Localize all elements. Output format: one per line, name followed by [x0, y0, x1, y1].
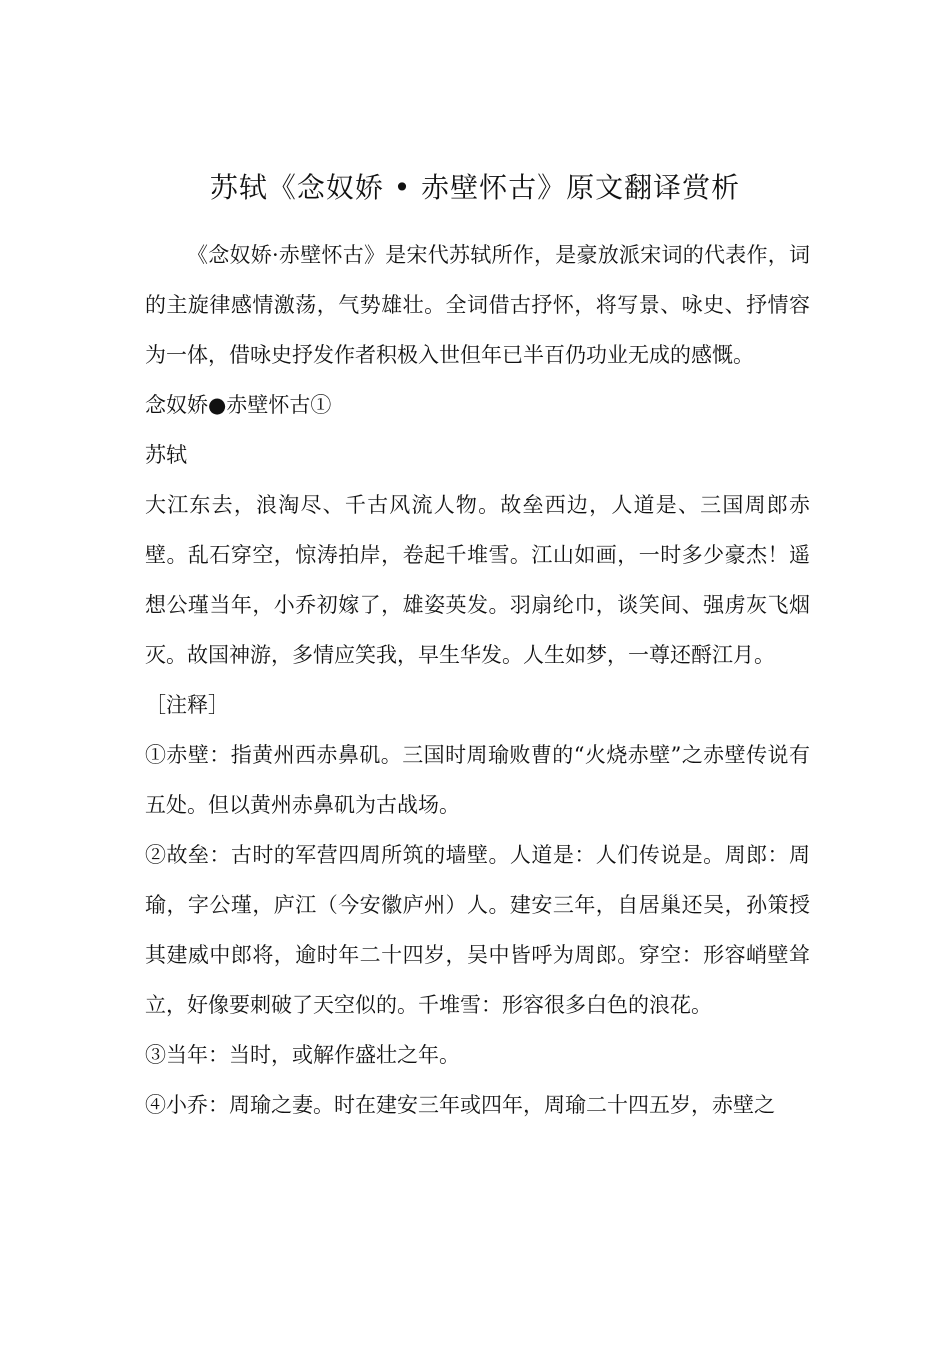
intro-paragraph: 《念奴娇·赤壁怀古》是宋代苏轼所作，是豪放派宋词的代表作，词的主旋律感情激荡，气势雄壮。全词借古抒怀，将写景、咏史、抒情容为一体，借咏史抒发作者积极入世但年已半百仍功业无成的感慨。: [145, 243, 810, 367]
note-item: ①赤壁：指黄州西赤鼻矶。三国时周瑜败曹的“火烧赤壁”之赤壁传说有五处。但以黄州赤鼻矶为古战场。: [145, 743, 810, 817]
note-item: ④小乔：周瑜之妻。时在建安三年或四年，周瑜二十四五岁，赤壁之: [145, 1093, 775, 1117]
page-title: 苏轼《念奴娇 • 赤壁怀古》原文翻译赏析: [209, 171, 741, 204]
note-item: ②故垒：古时的军营四周所筑的墙壁。人道是：人们传说是。周郎：周瑜，字公瑾，庐江（今安徽庐州）人。建安三年，自居巢还吴，孙策授其建威中郎将，逾时年二十四岁，吴中皆呼为周郎。穿空：形容峭壁耸立，好像要刺破了天空似的。千堆雪：形容很多白色的浪花。: [145, 843, 810, 1017]
note-item: ③当年：当时，或解作盛壮之年。: [145, 1043, 460, 1067]
document-body: [145, 230, 810, 1130]
poem-text: 大江东去，浪淘尽、千古风流人物。故垒西边，人道是、三国周郎赤壁。乱石穿空，惊涛拍岸，卷起千堆雪。江山如画，一时多少豪杰！遥想公瑾当年，小乔初嫁了，雄姿英发。羽扇纶巾，谈笑间、强虏灰飞烟灭。故国神游，多情应笑我，早生华发。人生如梦，一尊还酹江月。: [145, 493, 810, 667]
notes-heading: ［注释］: [145, 693, 229, 717]
poem-author: 苏轼: [145, 443, 187, 467]
poem-title: 念奴娇●赤壁怀古①: [145, 393, 332, 417]
